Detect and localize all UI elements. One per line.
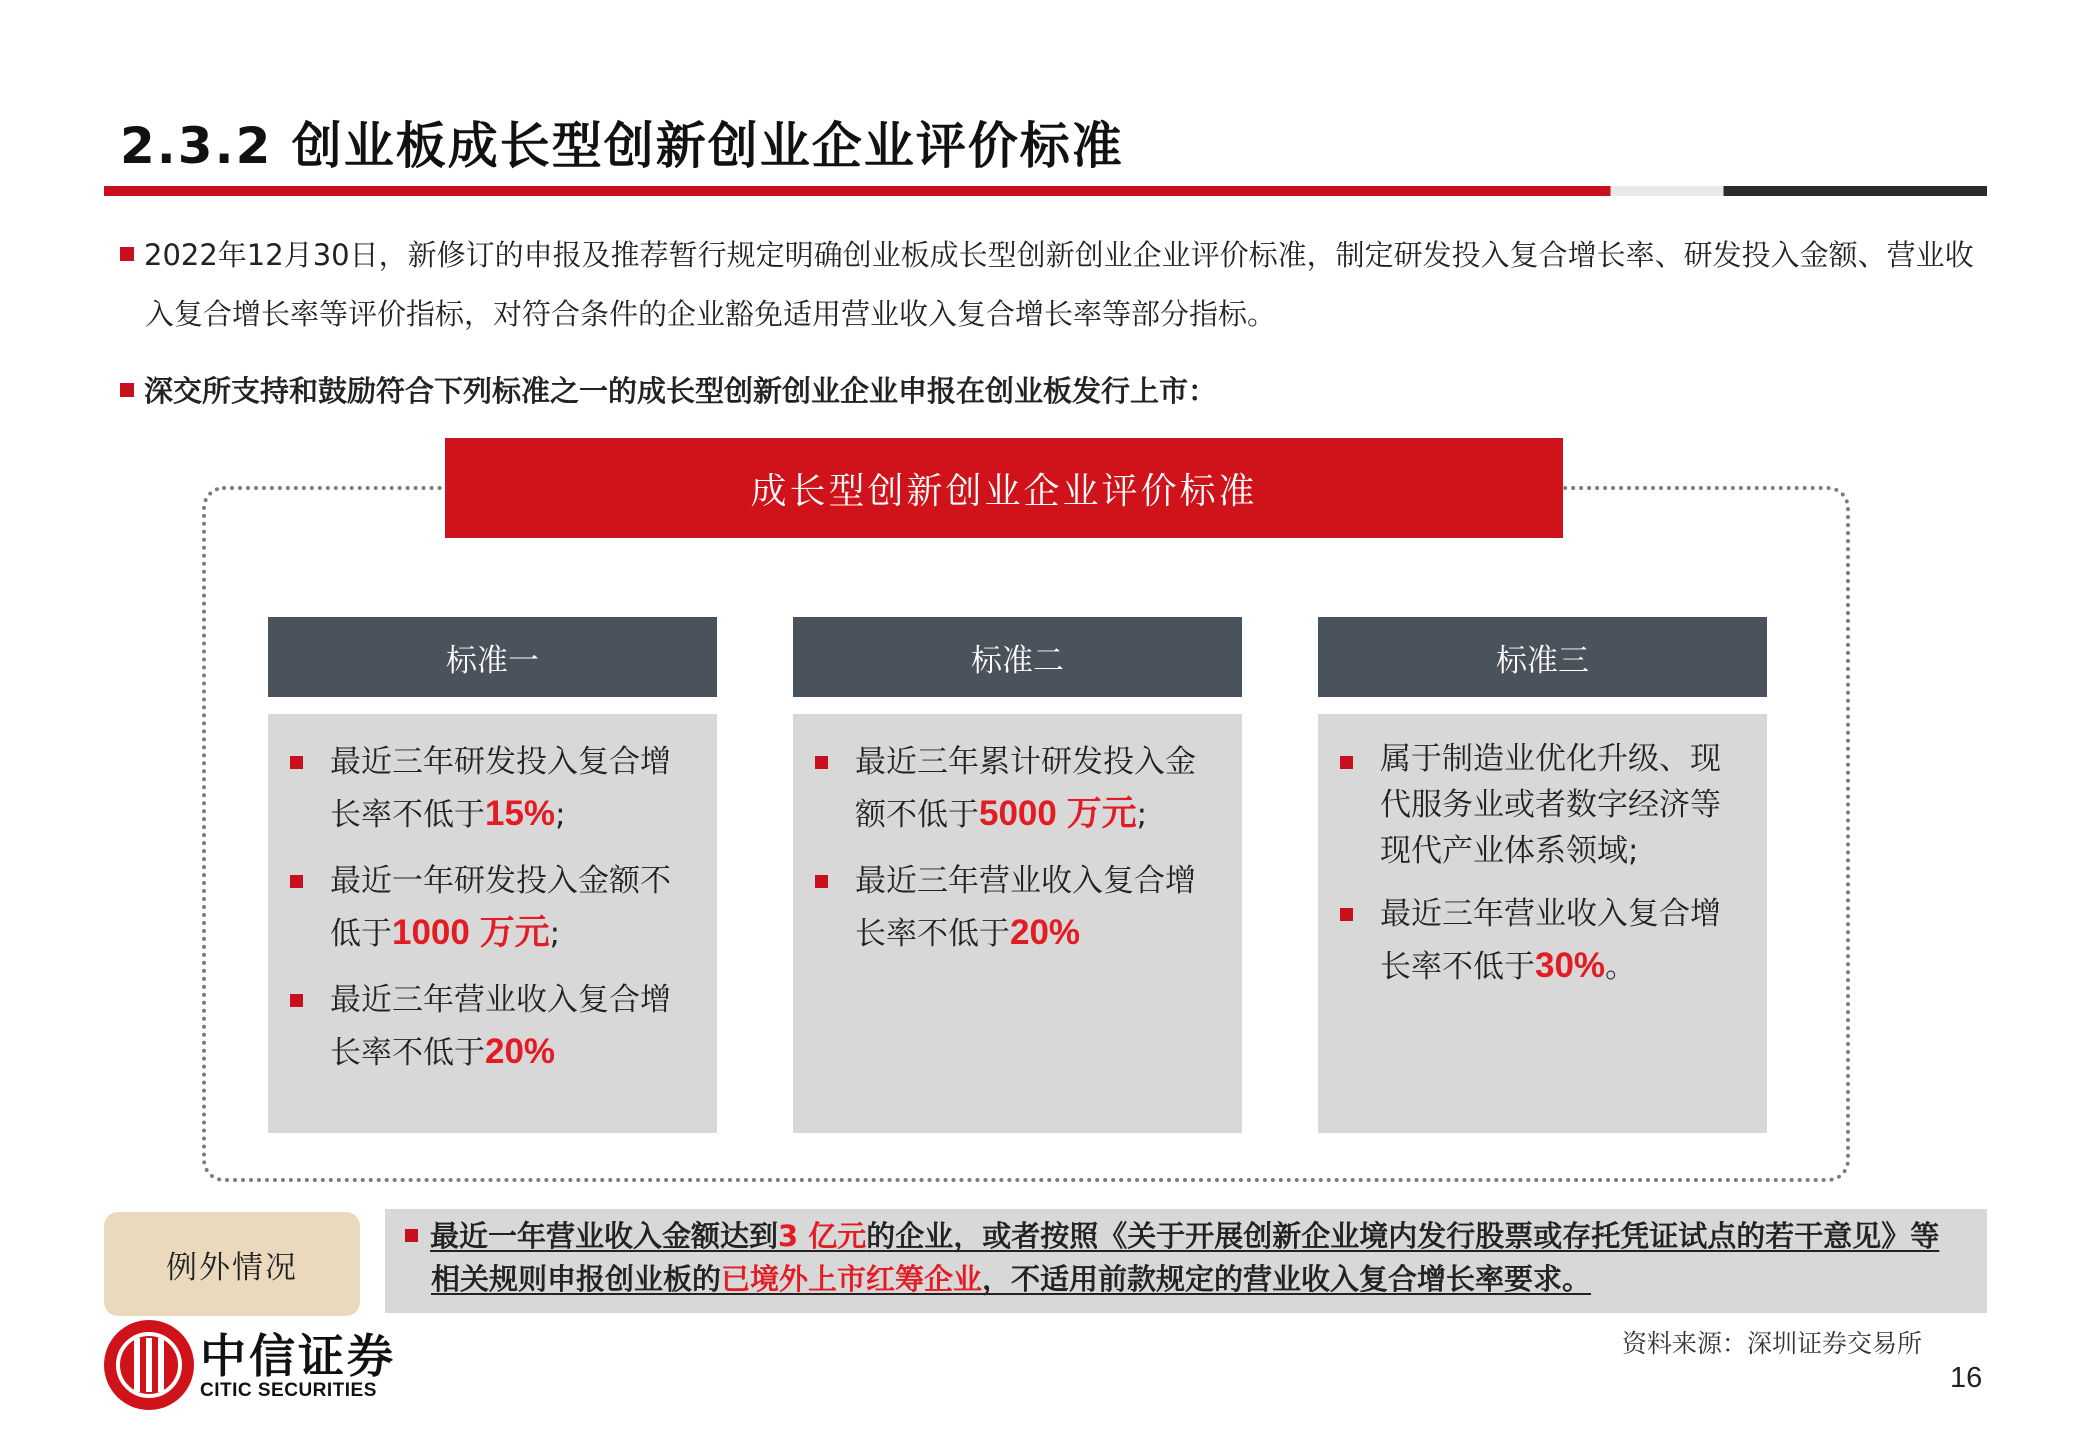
item-text: 最近三年营业收入复合增长率不低于 (855, 863, 1196, 952)
logo-text-cn: 中信证券 (200, 1329, 396, 1383)
item-suffix: ; (1136, 797, 1148, 833)
logo-text-en: CITIC SECURITIES (200, 1380, 377, 1401)
standard-item (290, 974, 693, 1079)
page-title: 2.3.2 创业板成长型创新创业企业评价标准 (120, 117, 1124, 175)
standard-item (815, 855, 1218, 960)
item-highlight: 5000 万元 (979, 794, 1137, 833)
bullet-square-icon (120, 383, 134, 397)
bullet-square-icon (1340, 756, 1353, 769)
item-highlight: 20% (485, 1032, 556, 1071)
standard-body (1318, 714, 1767, 1133)
criteria-header: 成长型创新创业企业评价标准 (445, 438, 1563, 538)
exception-text (405, 1215, 1963, 1301)
intro-text-2: 深交所支持和鼓励符合下列标准之一的成长型创新创业企业申报在创业板发行上市： (144, 374, 1218, 408)
standard-item (290, 855, 693, 960)
source-note: 资料来源：深圳证券交易所 (1622, 1329, 1923, 1358)
standard-column-2 (793, 617, 1242, 1133)
exception-part: ，不适用前款规定的营业收入复合增长率要求。 (982, 1262, 1592, 1296)
intro-text-1: 2022年12月30日，新修订的申报及推荐暂行规定明确创业板成长型创新创业企业评价标准，制定研发投入复合增长率、研发投入金额、营业收入复合增长率等评价指标，对符合条件的企业豁免适用营业收入复合增长率等部分指标。 (144, 238, 1974, 331)
citic-logo-icon (104, 1320, 194, 1410)
exception-highlight: 已境外上市红筹企业 (721, 1262, 983, 1296)
item-suffix: ; (555, 797, 566, 833)
standard-body (793, 714, 1242, 1133)
item-highlight: 30% (1535, 946, 1606, 985)
exception-highlight: 3 亿元 (778, 1219, 867, 1253)
intro-paragraph-1 (120, 226, 1980, 344)
standard-item (1340, 736, 1743, 874)
exception-box (385, 1209, 1987, 1313)
standard-title: 标准一 (268, 617, 717, 697)
standard-title: 标准二 (793, 617, 1242, 697)
standard-item (290, 736, 693, 841)
bullet-square-icon (815, 875, 828, 888)
item-suffix: ; (549, 916, 561, 952)
bullet-square-icon (290, 994, 303, 1007)
bullet-square-icon (815, 756, 828, 769)
page-number: 16 (1950, 1362, 1983, 1394)
item-text: 最近三年累计研发投入金额不低于 (855, 744, 1196, 833)
bullet-square-icon (120, 247, 134, 261)
item-text: 最近三年营业收入复合增长率不低于 (1380, 896, 1721, 985)
standard-item (1340, 888, 1743, 993)
item-text: 属于制造业优化升级、现代服务业或者数字经济等现代产业体系领域; (1380, 741, 1721, 869)
exception-part: 最近一年营业收入金额达到 (430, 1219, 779, 1253)
title-divider (104, 186, 1987, 196)
item-highlight: 20% (1010, 913, 1081, 952)
item-text: 最近三年营业收入复合增长率不低于 (330, 982, 671, 1071)
standard-column-3 (1318, 617, 1767, 1133)
standard-column-1 (268, 617, 717, 1133)
standard-item (815, 736, 1218, 841)
bullet-square-icon (1340, 908, 1353, 921)
exception-tag: 例外情况 (104, 1212, 360, 1316)
standard-title: 标准三 (1318, 617, 1767, 697)
item-text: 最近三年研发投入复合增长率不低于 (330, 744, 671, 833)
item-highlight: 15% (485, 794, 556, 833)
intro-paragraph-2 (120, 362, 1980, 421)
standard-body (268, 714, 717, 1133)
bullet-square-icon (405, 1229, 418, 1242)
item-suffix: 。 (1605, 949, 1637, 985)
exception-part: 的企业，或者按照《关于开展创新企业境内发行股票或存托凭证试点的若干意见》等相关规则申报创业板的 (431, 1219, 1940, 1296)
item-highlight: 1000 万元 (392, 913, 550, 952)
bullet-square-icon (290, 875, 303, 888)
bullet-square-icon (290, 756, 303, 769)
item-text: 最近一年研发投入金额不低于 (330, 863, 671, 952)
